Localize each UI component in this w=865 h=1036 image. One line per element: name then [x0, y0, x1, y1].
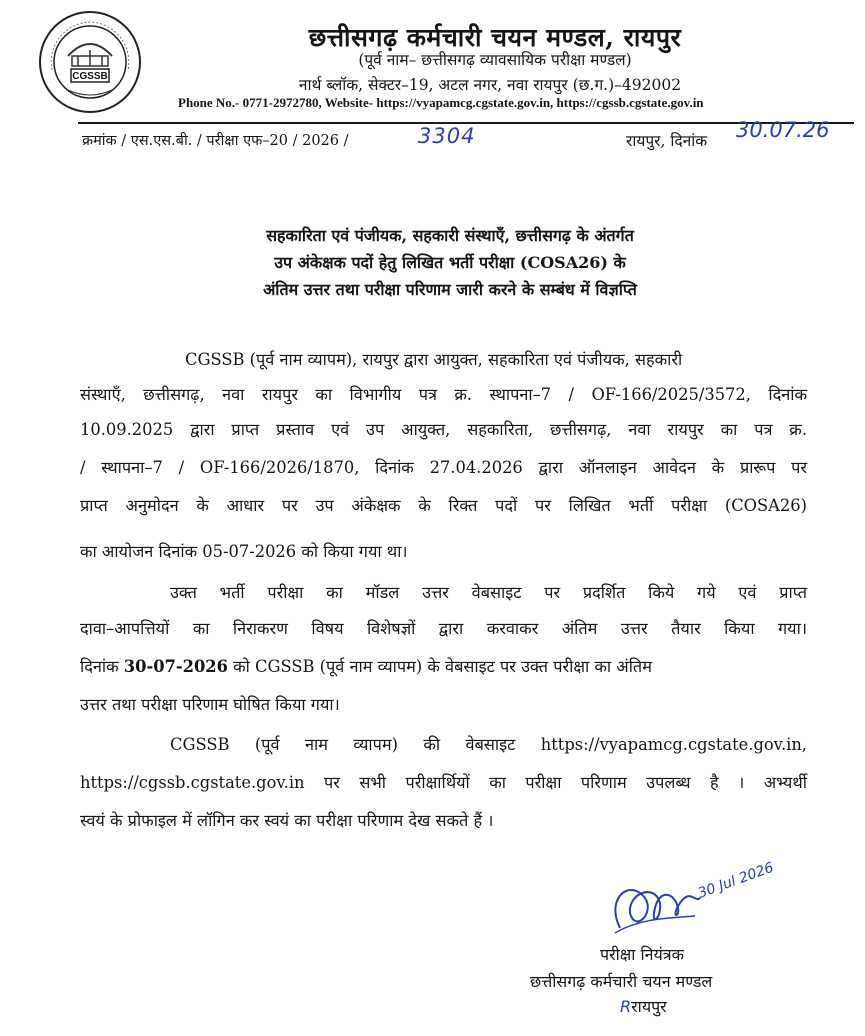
cgssb-seal-logo	[38, 10, 142, 114]
signature-date: 30 Jul 2026	[695, 859, 776, 902]
body-line: CGSSB (पूर्व नाम व्यापम), रायपुर द्वारा आयुक्त, सहकारिता एवं पंजीयक, सहकारी	[185, 350, 683, 369]
contact-line: Phone No.- 0771-2972780, Website- https://vyapamcg.cgstate.gov.in, https://cgssb.cgstate.gov.in	[178, 95, 704, 110]
subject-line: सहकारिता एवं पंजीयक, सहकारी संस्थाएँ, छत्तीसगढ़ के अंतर्गत	[266, 226, 634, 245]
body-line: https://cgssb.cgstate.gov.in पर सभी परीक्षार्थियों का परीक्षा परिणाम उपलब्ध है । अभ्यर्थी	[80, 773, 807, 792]
body-line: संस्थाएँ, छत्तीसगढ़, नवा रायपुर का विभागीय पत्र क्र. स्थापना–7 / OF-166/2025/3572, दिनांक	[80, 385, 807, 404]
body-line: स्वयं के प्रोफाइल में लॉगिन कर स्वयं का परीक्षा परिणाम देख सकते हैं ।	[80, 811, 494, 830]
subject-line: उप अंकेक्षक पदों हेतु लिखित भर्ती परीक्षा (COSA26) के	[274, 253, 626, 272]
body-line: दावा–आपत्तियों का निराकरण विषय विशेषज्ञों द्वारा करवाकर अंतिम उत्तर तैयार किया गया।	[80, 619, 807, 638]
notice-subject	[120, 222, 780, 303]
body-line: 10.09.2025 द्वारा प्राप्त प्रस्ताव एवं उप आयुक्त, सहकारिता, छत्तीसगढ़, नवा रायपुर का पत्र क्र.	[80, 420, 807, 439]
signatory-place: Rरायपुर	[620, 997, 667, 1016]
body-line: उत्तर तथा परीक्षा परिणाम घोषित किया गया।	[80, 695, 340, 714]
body-line: का आयोजन दिनांक 05-07-2026 को किया गया था।	[80, 542, 408, 561]
body-line: उक्त भर्ती परीक्षा का मॉडल उत्तर वेबसाइट पर प्रदर्शित किये गये एवं प्राप्त	[170, 583, 807, 602]
signatory-designation: परीक्षा नियंत्रक	[600, 945, 684, 964]
signatory-org: छत्तीसगढ़ कर्मचारी चयन मण्डल	[530, 972, 713, 991]
reference-number: क्रमांक / एस.एस.बी. / परीक्षा एफ–20 / 2026 /	[82, 133, 349, 149]
subject-line: अंतिम उत्तर तथा परीक्षा परिणाम जारी करने के सम्बंध में विज्ञप्ति	[263, 280, 637, 299]
handwritten-ref-number: 3304	[418, 124, 476, 148]
svg-text:CGSSB: CGSSB	[72, 71, 108, 82]
address: नार्थ ब्लॉक, सेक्टर–19, अटल नगर, नवा रायपुर (छ.ग.)–492002	[298, 76, 682, 94]
body-line: प्राप्त अनुमोदन के आधार पर उप अंकेक्षक के रिक्त पदों पर लिखित भर्ती परीक्षा (COSA26)	[80, 496, 807, 515]
body-line: CGSSB (पूर्व नाम व्यापम) की वेबसाइट https://vyapamcg.cgstate.gov.in,	[170, 735, 807, 754]
former-name: (पूर्व नाम– छत्तीसगढ़ व्यावसायिक परीक्षा मण्डल)	[358, 51, 632, 69]
result-date: 30-07-2026	[123, 657, 228, 676]
date-label: रायपुर, दिनांक	[626, 132, 708, 150]
body-line: / स्थापना–7 / OF-166/2026/1870, दिनांक 27.04.2026 द्वारा ऑनलाइन आवेदन के प्रारूप पर	[80, 458, 807, 477]
body-line: दिनांक 30-07-2026 को CGSSB (पूर्व नाम व्यापम) के वेबसाइट पर उक्त परीक्षा का अंतिम	[80, 657, 652, 676]
handwritten-date: 30.07.26	[736, 118, 830, 142]
board-title: छत्तीसगढ़ कर्मचारी चयन मण्डल, रायपुर	[308, 23, 682, 52]
